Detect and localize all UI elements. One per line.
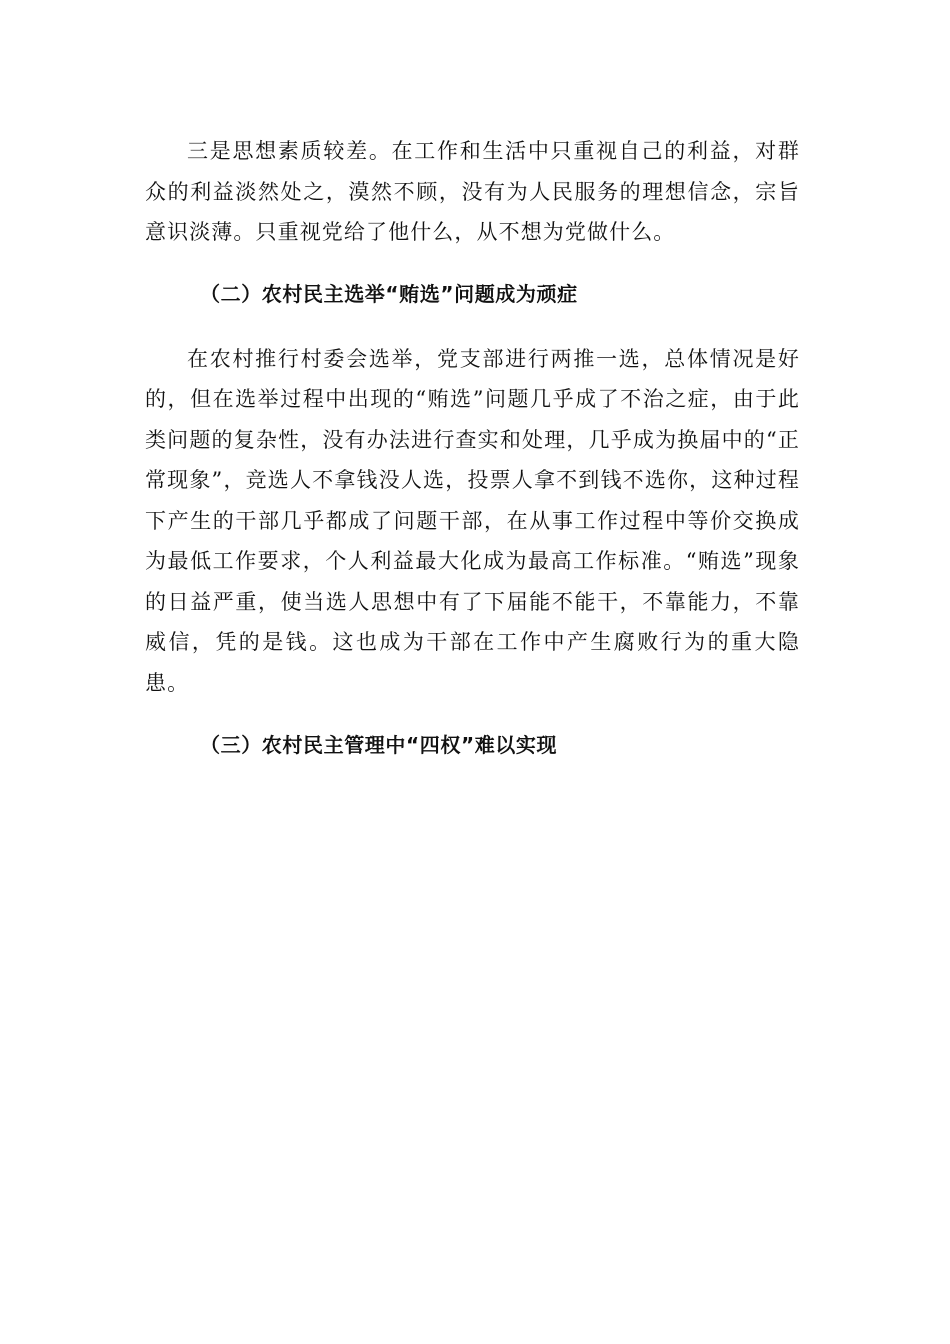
paragraph-vote-buying: 在农村推行村委会选举，党支部进行两推一选，总体情况是好的，但在选举过程中出现的“贿选”问题几乎成了不治之症，由于此类问题的复杂性，没有办法进行查实和处理，几乎成为换届中的“正常现象”，竞选人不拿钱没人选，投票人拿不到钱不选你，这种过程下产生的干部几乎都成了问题干部，在从事工作过程中等价交换成为最低工作要求，个人利益最大化成为最高工作标准。“贿选”现象的日益严重，使当选人思想中有了下届能不能干，不靠能力，不靠威信，凭的是钱。这也成为干部在工作中产生腐败行为的重大隐患。 xyxy=(145,346,800,695)
paragraph-thought-quality: 三是思想素质较差。在工作和生活中只重视自己的利益，对群众的利益淡然处之，漠然不顾，没有为人民服务的理想信念，宗旨意识淡薄。只重视党给了他什么，从不想为党做什么。 xyxy=(145,139,800,244)
document-body xyxy=(145,131,800,765)
section-heading-four-rights: （三）农村民主管理中“四权”难以实现 xyxy=(200,733,558,757)
section-heading-vote-buying: （二）农村民主选举“贿选”问题成为顽症 xyxy=(200,281,578,306)
